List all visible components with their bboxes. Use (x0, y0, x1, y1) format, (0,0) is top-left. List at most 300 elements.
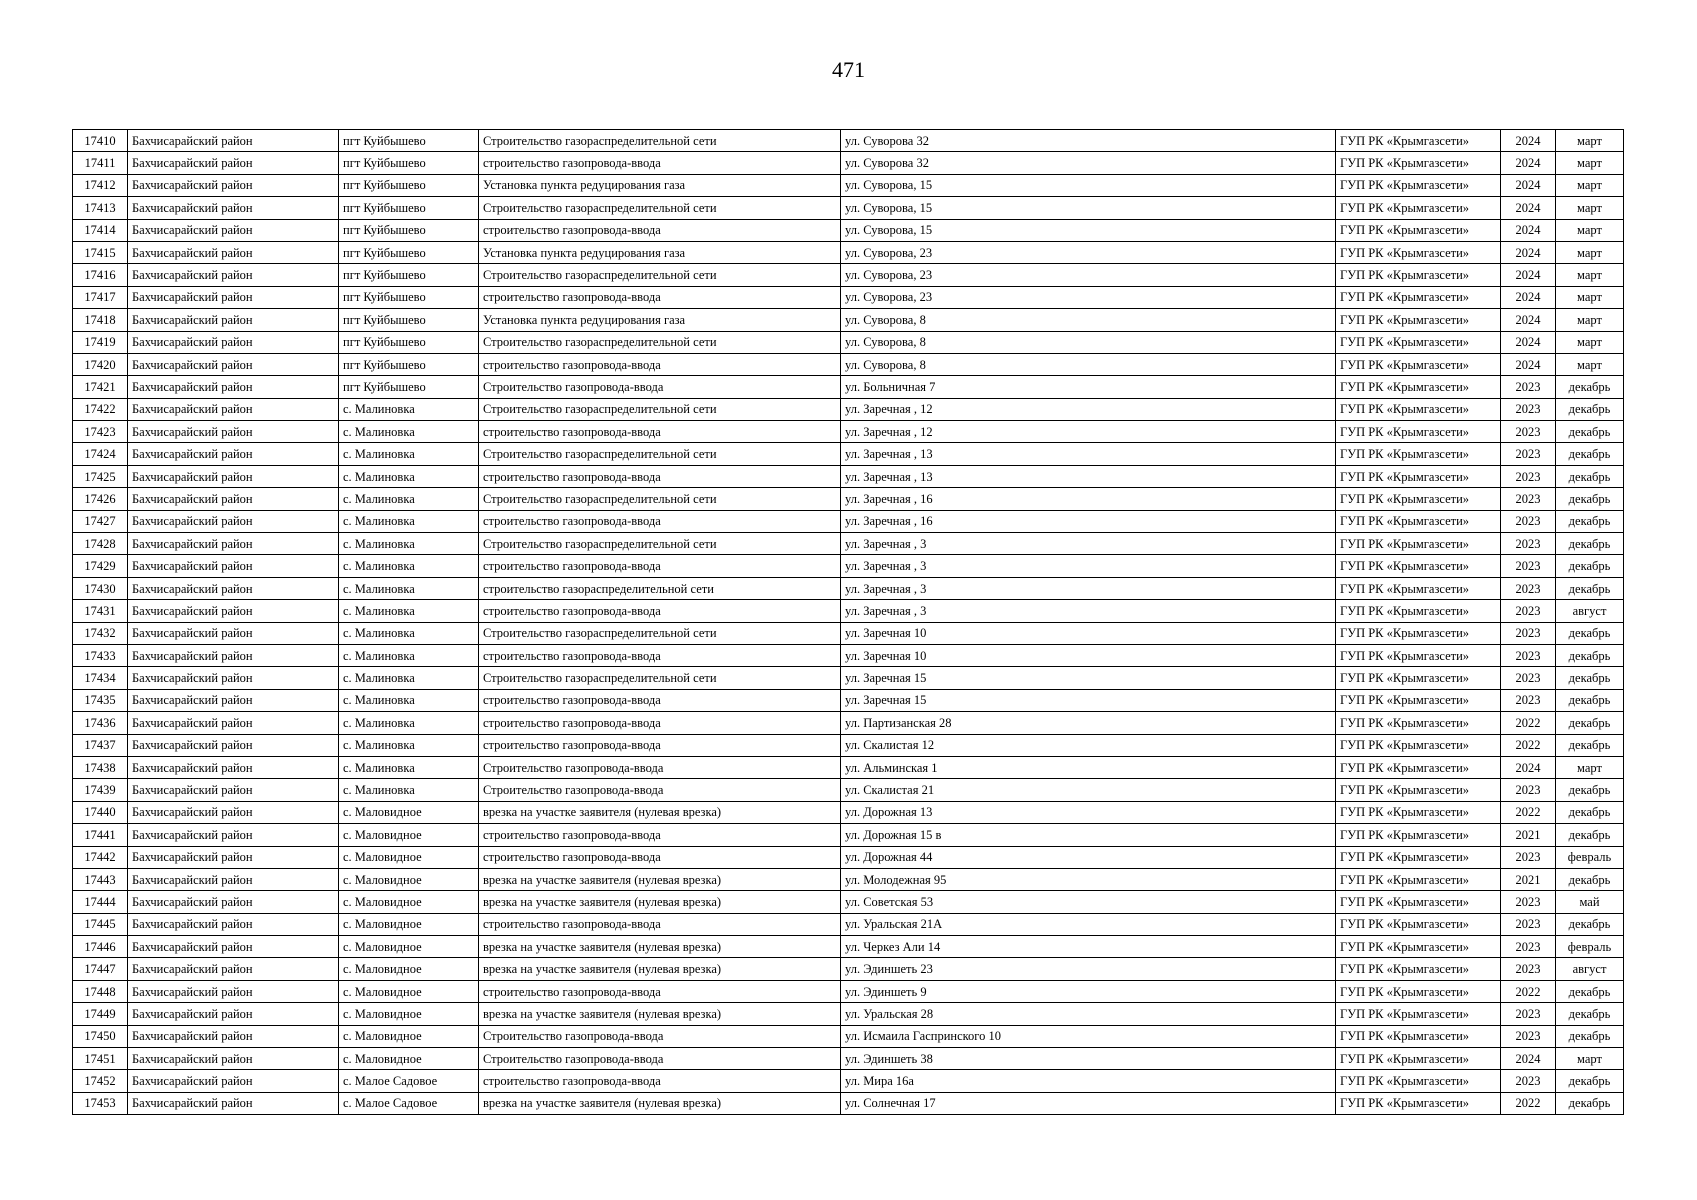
year-cell: 2022 (1501, 801, 1556, 823)
year-cell: 2023 (1501, 667, 1556, 689)
address-cell: ул. Мира 16а (841, 1070, 1336, 1092)
district-cell: Бахчисарайский район (128, 1092, 339, 1114)
settlement-cell: с. Маловидное (339, 846, 479, 868)
year-cell: 2023 (1501, 398, 1556, 420)
settlement-cell: с. Малиновка (339, 398, 479, 420)
table-row (73, 174, 1624, 196)
month-cell: декабрь (1556, 488, 1624, 510)
table-row (73, 1003, 1624, 1025)
district-cell: Бахчисарайский район (128, 219, 339, 241)
row-number-cell: 17427 (73, 510, 128, 532)
organization-cell: ГУП РК «Крымгазсети» (1336, 801, 1501, 823)
address-cell: ул. Заречная 15 (841, 667, 1336, 689)
year-cell: 2024 (1501, 309, 1556, 331)
address-cell: ул. Заречная , 3 (841, 600, 1336, 622)
year-cell: 2022 (1501, 1092, 1556, 1114)
month-cell: декабрь (1556, 398, 1624, 420)
row-number-cell: 17441 (73, 824, 128, 846)
table-row (73, 286, 1624, 308)
year-cell: 2023 (1501, 689, 1556, 711)
month-cell: декабрь (1556, 712, 1624, 734)
table-row (73, 219, 1624, 241)
work-type-cell: Строительство газораспределительной сети (479, 533, 841, 555)
month-cell: декабрь (1556, 980, 1624, 1002)
month-cell: март (1556, 331, 1624, 353)
work-type-cell: строительство газораспределительной сети (479, 577, 841, 599)
table-row (73, 913, 1624, 935)
work-type-cell: строительство газопровода-ввода (479, 353, 841, 375)
row-number-cell: 17429 (73, 555, 128, 577)
organization-cell: ГУП РК «Крымгазсети» (1336, 756, 1501, 778)
row-number-cell: 17424 (73, 443, 128, 465)
district-cell: Бахчисарайский район (128, 353, 339, 375)
month-cell: февраль (1556, 846, 1624, 868)
work-type-cell: строительство газопровода-ввода (479, 286, 841, 308)
year-cell: 2023 (1501, 443, 1556, 465)
settlement-cell: с. Малое Садовое (339, 1070, 479, 1092)
settlement-cell: с. Малиновка (339, 510, 479, 532)
district-cell: Бахчисарайский район (128, 1048, 339, 1070)
work-type-cell: строительство газопровода-ввода (479, 421, 841, 443)
row-number-cell: 17435 (73, 689, 128, 711)
settlement-cell: с. Малиновка (339, 779, 479, 801)
address-cell: ул. Суворова, 23 (841, 286, 1336, 308)
row-number-cell: 17442 (73, 846, 128, 868)
table-row (73, 376, 1624, 398)
settlement-cell: пгт Куйбышево (339, 376, 479, 398)
row-number-cell: 17414 (73, 219, 128, 241)
month-cell: март (1556, 241, 1624, 263)
row-number-cell: 17428 (73, 533, 128, 555)
district-cell: Бахчисарайский район (128, 756, 339, 778)
row-number-cell: 17420 (73, 353, 128, 375)
month-cell: март (1556, 219, 1624, 241)
table-row (73, 152, 1624, 174)
address-cell: ул. Заречная , 12 (841, 398, 1336, 420)
address-cell: ул. Суворова, 8 (841, 353, 1336, 375)
month-cell: март (1556, 756, 1624, 778)
district-cell: Бахчисарайский район (128, 958, 339, 980)
table-row (73, 398, 1624, 420)
work-type-cell: строительство газопровода-ввода (479, 152, 841, 174)
month-cell: декабрь (1556, 555, 1624, 577)
district-cell: Бахчисарайский район (128, 421, 339, 443)
table-row (73, 443, 1624, 465)
district-cell: Бахчисарайский район (128, 667, 339, 689)
table-row (73, 600, 1624, 622)
address-cell: ул. Скалистая 12 (841, 734, 1336, 756)
table-row (73, 241, 1624, 263)
district-cell: Бахчисарайский район (128, 197, 339, 219)
work-type-cell: строительство газопровода-ввода (479, 465, 841, 487)
address-cell: ул. Заречная , 16 (841, 488, 1336, 510)
settlement-cell: с. Малиновка (339, 756, 479, 778)
row-number-cell: 17413 (73, 197, 128, 219)
district-cell: Бахчисарайский район (128, 801, 339, 823)
settlement-cell: с. Малиновка (339, 555, 479, 577)
table-row (73, 779, 1624, 801)
organization-cell: ГУП РК «Крымгазсети» (1336, 152, 1501, 174)
work-type-cell: врезка на участке заявителя (нулевая врезка) (479, 936, 841, 958)
settlement-cell: с. Маловидное (339, 891, 479, 913)
address-cell: ул. Советская 53 (841, 891, 1336, 913)
organization-cell: ГУП РК «Крымгазсети» (1336, 286, 1501, 308)
settlement-cell: с. Малиновка (339, 421, 479, 443)
district-cell: Бахчисарайский район (128, 130, 339, 152)
address-cell: ул. Уральская 28 (841, 1003, 1336, 1025)
year-cell: 2021 (1501, 868, 1556, 890)
row-number-cell: 17432 (73, 622, 128, 644)
row-number-cell: 17431 (73, 600, 128, 622)
year-cell: 2021 (1501, 824, 1556, 846)
month-cell: март (1556, 174, 1624, 196)
organization-cell: ГУП РК «Крымгазсети» (1336, 376, 1501, 398)
district-cell: Бахчисарайский район (128, 533, 339, 555)
organization-cell: ГУП РК «Крымгазсети» (1336, 264, 1501, 286)
row-number-cell: 17451 (73, 1048, 128, 1070)
work-type-cell: врезка на участке заявителя (нулевая врезка) (479, 891, 841, 913)
month-cell: декабрь (1556, 824, 1624, 846)
settlement-cell: с. Малиновка (339, 488, 479, 510)
work-type-cell: врезка на участке заявителя (нулевая врезка) (479, 958, 841, 980)
table-row (73, 756, 1624, 778)
work-type-cell: Строительство газораспределительной сети (479, 667, 841, 689)
settlement-cell: с. Малиновка (339, 712, 479, 734)
organization-cell: ГУП РК «Крымгазсети» (1336, 331, 1501, 353)
settlement-cell: с. Малое Садовое (339, 1092, 479, 1114)
settlement-cell: пгт Куйбышево (339, 152, 479, 174)
month-cell: март (1556, 152, 1624, 174)
year-cell: 2022 (1501, 980, 1556, 1002)
district-cell: Бахчисарайский район (128, 600, 339, 622)
settlement-cell: пгт Куйбышево (339, 353, 479, 375)
row-number-cell: 17411 (73, 152, 128, 174)
address-cell: ул. Заречная , 12 (841, 421, 1336, 443)
settlement-cell: с. Малиновка (339, 533, 479, 555)
district-cell: Бахчисарайский район (128, 846, 339, 868)
organization-cell: ГУП РК «Крымгазсети» (1336, 241, 1501, 263)
row-number-cell: 17423 (73, 421, 128, 443)
district-cell: Бахчисарайский район (128, 980, 339, 1002)
settlement-cell: с. Маловидное (339, 868, 479, 890)
year-cell: 2023 (1501, 533, 1556, 555)
work-type-cell: Строительство газопровода-ввода (479, 779, 841, 801)
organization-cell: ГУП РК «Крымгазсети» (1336, 398, 1501, 420)
organization-cell: ГУП РК «Крымгазсети» (1336, 353, 1501, 375)
work-type-cell: строительство газопровода-ввода (479, 846, 841, 868)
month-cell: декабрь (1556, 577, 1624, 599)
month-cell: март (1556, 264, 1624, 286)
organization-cell: ГУП РК «Крымгазсети» (1336, 1025, 1501, 1047)
work-type-cell: Строительство газопровода-ввода (479, 1048, 841, 1070)
table-row (73, 488, 1624, 510)
settlement-cell: с. Маловидное (339, 980, 479, 1002)
address-cell: ул. Дорожная 44 (841, 846, 1336, 868)
organization-cell: ГУП РК «Крымгазсети» (1336, 667, 1501, 689)
settlement-cell: пгт Куйбышево (339, 331, 479, 353)
month-cell: декабрь (1556, 801, 1624, 823)
month-cell: декабрь (1556, 667, 1624, 689)
year-cell: 2024 (1501, 130, 1556, 152)
month-cell: декабрь (1556, 533, 1624, 555)
table-row (73, 936, 1624, 958)
row-number-cell: 17410 (73, 130, 128, 152)
settlement-cell: пгт Куйбышево (339, 174, 479, 196)
settlement-cell: с. Маловидное (339, 958, 479, 980)
year-cell: 2024 (1501, 1048, 1556, 1070)
organization-cell: ГУП РК «Крымгазсети» (1336, 1092, 1501, 1114)
table-row (73, 824, 1624, 846)
row-number-cell: 17444 (73, 891, 128, 913)
row-number-cell: 17438 (73, 756, 128, 778)
address-cell: ул. Суворова, 23 (841, 241, 1336, 263)
month-cell: декабрь (1556, 443, 1624, 465)
address-cell: ул. Эдиншеть 23 (841, 958, 1336, 980)
month-cell: декабрь (1556, 1070, 1624, 1092)
settlement-cell: с. Малиновка (339, 734, 479, 756)
settlement-cell: с. Маловидное (339, 1003, 479, 1025)
row-number-cell: 17448 (73, 980, 128, 1002)
address-cell: ул. Исмаила Гаспринского 10 (841, 1025, 1336, 1047)
table-row (73, 533, 1624, 555)
month-cell: март (1556, 286, 1624, 308)
organization-cell: ГУП РК «Крымгазсети» (1336, 488, 1501, 510)
table-row (73, 465, 1624, 487)
row-number-cell: 17415 (73, 241, 128, 263)
year-cell: 2023 (1501, 644, 1556, 666)
address-cell: ул. Заречная 10 (841, 622, 1336, 644)
address-cell: ул. Заречная , 3 (841, 555, 1336, 577)
row-number-cell: 17434 (73, 667, 128, 689)
table-row (73, 577, 1624, 599)
year-cell: 2024 (1501, 197, 1556, 219)
work-type-cell: Установка пункта редуцирования газа (479, 174, 841, 196)
month-cell: декабрь (1556, 1092, 1624, 1114)
organization-cell: ГУП РК «Крымгазсети» (1336, 174, 1501, 196)
organization-cell: ГУП РК «Крымгазсети» (1336, 868, 1501, 890)
address-cell: ул. Молодежная 95 (841, 868, 1336, 890)
work-type-cell: Строительство газораспределительной сети (479, 622, 841, 644)
organization-cell: ГУП РК «Крымгазсети» (1336, 1070, 1501, 1092)
month-cell: декабрь (1556, 779, 1624, 801)
work-type-cell: строительство газопровода-ввода (479, 913, 841, 935)
table-row (73, 130, 1624, 152)
table-body (73, 130, 1624, 1115)
address-cell: ул. Заречная 10 (841, 644, 1336, 666)
district-cell: Бахчисарайский район (128, 913, 339, 935)
month-cell: декабрь (1556, 421, 1624, 443)
year-cell: 2024 (1501, 353, 1556, 375)
month-cell: август (1556, 600, 1624, 622)
year-cell: 2023 (1501, 376, 1556, 398)
month-cell: март (1556, 1048, 1624, 1070)
table-row (73, 421, 1624, 443)
address-cell: ул. Заречная , 3 (841, 533, 1336, 555)
month-cell: август (1556, 958, 1624, 980)
settlement-cell: с. Маловидное (339, 913, 479, 935)
work-type-cell: строительство газопровода-ввода (479, 824, 841, 846)
month-cell: декабрь (1556, 1003, 1624, 1025)
address-cell: ул. Дорожная 13 (841, 801, 1336, 823)
month-cell: декабрь (1556, 913, 1624, 935)
settlement-cell: пгт Куйбышево (339, 241, 479, 263)
work-type-cell: Строительство газопровода-ввода (479, 1025, 841, 1047)
row-number-cell: 17425 (73, 465, 128, 487)
address-cell: ул. Суворова 32 (841, 152, 1336, 174)
organization-cell: ГУП РК «Крымгазсети» (1336, 846, 1501, 868)
organization-cell: ГУП РК «Крымгазсети» (1336, 600, 1501, 622)
organization-cell: ГУП РК «Крымгазсети» (1336, 689, 1501, 711)
work-type-cell: Строительство газораспределительной сети (479, 488, 841, 510)
work-type-cell: Строительство газораспределительной сети (479, 443, 841, 465)
row-number-cell: 17446 (73, 936, 128, 958)
address-cell: ул. Черкез Али 14 (841, 936, 1336, 958)
organization-cell: ГУП РК «Крымгазсети» (1336, 622, 1501, 644)
work-type-cell: строительство газопровода-ввода (479, 555, 841, 577)
district-cell: Бахчисарайский район (128, 1025, 339, 1047)
month-cell: декабрь (1556, 734, 1624, 756)
month-cell: февраль (1556, 936, 1624, 958)
organization-cell: ГУП РК «Крымгазсети» (1336, 197, 1501, 219)
month-cell: декабрь (1556, 1025, 1624, 1047)
address-cell: ул. Альминская 1 (841, 756, 1336, 778)
table-row (73, 980, 1624, 1002)
table-row (73, 555, 1624, 577)
row-number-cell: 17443 (73, 868, 128, 890)
district-cell: Бахчисарайский район (128, 376, 339, 398)
work-type-cell: Строительство газораспределительной сети (479, 130, 841, 152)
row-number-cell: 17452 (73, 1070, 128, 1092)
district-cell: Бахчисарайский район (128, 824, 339, 846)
district-cell: Бахчисарайский район (128, 936, 339, 958)
table-row (73, 1025, 1624, 1047)
address-cell: ул. Заречная , 16 (841, 510, 1336, 532)
address-cell: ул. Суворова, 23 (841, 264, 1336, 286)
organization-cell: ГУП РК «Крымгазсети» (1336, 891, 1501, 913)
year-cell: 2024 (1501, 264, 1556, 286)
address-cell: ул. Партизанская 28 (841, 712, 1336, 734)
gasification-registry-table (72, 129, 1624, 1115)
settlement-cell: с. Малиновка (339, 577, 479, 599)
settlement-cell: пгт Куйбышево (339, 286, 479, 308)
address-cell: ул. Суворова 32 (841, 130, 1336, 152)
row-number-cell: 17445 (73, 913, 128, 935)
year-cell: 2023 (1501, 958, 1556, 980)
year-cell: 2023 (1501, 577, 1556, 599)
work-type-cell: Строительство газораспределительной сети (479, 197, 841, 219)
year-cell: 2023 (1501, 421, 1556, 443)
month-cell: май (1556, 891, 1624, 913)
district-cell: Бахчисарайский район (128, 689, 339, 711)
organization-cell: ГУП РК «Крымгазсети» (1336, 130, 1501, 152)
work-type-cell: Строительство газопровода-ввода (479, 756, 841, 778)
address-cell: ул. Солнечная 17 (841, 1092, 1336, 1114)
settlement-cell: с. Маловидное (339, 824, 479, 846)
row-number-cell: 17421 (73, 376, 128, 398)
work-type-cell: строительство газопровода-ввода (479, 219, 841, 241)
year-cell: 2024 (1501, 241, 1556, 263)
work-type-cell: строительство газопровода-ввода (479, 980, 841, 1002)
row-number-cell: 17437 (73, 734, 128, 756)
district-cell: Бахчисарайский район (128, 443, 339, 465)
district-cell: Бахчисарайский район (128, 510, 339, 532)
district-cell: Бахчисарайский район (128, 331, 339, 353)
year-cell: 2023 (1501, 1003, 1556, 1025)
year-cell: 2023 (1501, 913, 1556, 935)
settlement-cell: с. Малиновка (339, 622, 479, 644)
settlement-cell: пгт Куйбышево (339, 197, 479, 219)
row-number-cell: 17447 (73, 958, 128, 980)
district-cell: Бахчисарайский район (128, 644, 339, 666)
district-cell: Бахчисарайский район (128, 577, 339, 599)
work-type-cell: врезка на участке заявителя (нулевая врезка) (479, 1003, 841, 1025)
month-cell: декабрь (1556, 376, 1624, 398)
organization-cell: ГУП РК «Крымгазсети» (1336, 533, 1501, 555)
address-cell: ул. Суворова, 15 (841, 219, 1336, 241)
organization-cell: ГУП РК «Крымгазсети» (1336, 219, 1501, 241)
district-cell: Бахчисарайский район (128, 779, 339, 801)
year-cell: 2023 (1501, 555, 1556, 577)
district-cell: Бахчисарайский район (128, 1003, 339, 1025)
settlement-cell: с. Малиновка (339, 443, 479, 465)
organization-cell: ГУП РК «Крымгазсети» (1336, 712, 1501, 734)
address-cell: ул. Эдиншеть 38 (841, 1048, 1336, 1070)
organization-cell: ГУП РК «Крымгазсети» (1336, 644, 1501, 666)
work-type-cell: Строительство газораспределительной сети (479, 398, 841, 420)
organization-cell: ГУП РК «Крымгазсети» (1336, 421, 1501, 443)
table-row (73, 801, 1624, 823)
year-cell: 2024 (1501, 174, 1556, 196)
table-row (73, 667, 1624, 689)
year-cell: 2024 (1501, 286, 1556, 308)
month-cell: декабрь (1556, 689, 1624, 711)
district-cell: Бахчисарайский район (128, 734, 339, 756)
year-cell: 2024 (1501, 331, 1556, 353)
district-cell: Бахчисарайский район (128, 465, 339, 487)
address-cell: ул. Больничная 7 (841, 376, 1336, 398)
month-cell: март (1556, 309, 1624, 331)
settlement-cell: с. Малиновка (339, 689, 479, 711)
settlement-cell: пгт Куйбышево (339, 264, 479, 286)
table-row (73, 712, 1624, 734)
address-cell: ул. Суворова, 15 (841, 174, 1336, 196)
work-type-cell: врезка на участке заявителя (нулевая врезка) (479, 1092, 841, 1114)
work-type-cell: Строительство газораспределительной сети (479, 264, 841, 286)
row-number-cell: 17439 (73, 779, 128, 801)
month-cell: декабрь (1556, 510, 1624, 532)
table-row (73, 734, 1624, 756)
table-row (73, 1048, 1624, 1070)
address-cell: ул. Заречная , 13 (841, 465, 1336, 487)
organization-cell: ГУП РК «Крымгазсети» (1336, 936, 1501, 958)
year-cell: 2023 (1501, 622, 1556, 644)
row-number-cell: 17419 (73, 331, 128, 353)
address-cell: ул. Заречная 15 (841, 689, 1336, 711)
table-row (73, 197, 1624, 219)
settlement-cell: пгт Куйбышево (339, 309, 479, 331)
row-number-cell: 17450 (73, 1025, 128, 1047)
work-type-cell: строительство газопровода-ввода (479, 712, 841, 734)
organization-cell: ГУП РК «Крымгазсети» (1336, 980, 1501, 1002)
district-cell: Бахчисарайский район (128, 1070, 339, 1092)
settlement-cell: с. Маловидное (339, 1025, 479, 1047)
organization-cell: ГУП РК «Крымгазсети» (1336, 443, 1501, 465)
row-number-cell: 17412 (73, 174, 128, 196)
settlement-cell: с. Маловидное (339, 801, 479, 823)
month-cell: март (1556, 353, 1624, 375)
year-cell: 2024 (1501, 152, 1556, 174)
settlement-cell: пгт Куйбышево (339, 130, 479, 152)
